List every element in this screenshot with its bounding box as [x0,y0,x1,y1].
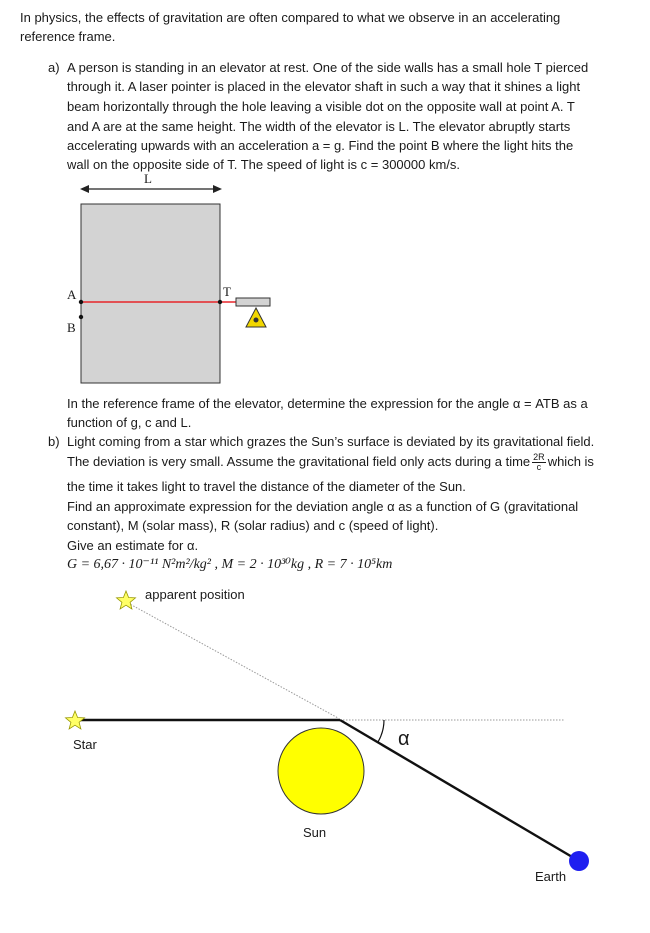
part-b-line-1: Light coming from a star which grazes the Sun’s surface is deviated by its gravitational field. [67,434,595,449]
earth-circle [569,851,589,871]
point-a-label: A [67,287,77,302]
apparent-star-icon [117,591,136,609]
intro-line-2: reference frame. [20,29,116,44]
star-icon [66,711,85,729]
part-a-question-line-2: function of g, c and L. [67,415,192,430]
part-b-line-2-post: which is [547,454,594,469]
constants-line: G = 6,67 · 10⁻¹¹ N²m²/kg² , M = 2 · 10³⁰kg , R = 7 · 10⁵km [67,557,393,572]
sun-label: Sun [303,825,327,840]
part-b-marker: b) [48,434,60,449]
part-b-line-5: constant), M (solar mass), R (solar radius) and c (speed of light). [67,518,439,533]
width-label: L [144,171,152,186]
part-a-line-4: and A are at the same height. The width of the elevator is L. The elevator abruptly starts [67,119,571,134]
part-b-line-3: the time it takes light to travel the distance of the diameter of the Sun. [67,479,466,494]
point-b-label: B [67,320,76,335]
part-b-line-4: Find an approximate expression for the deviation angle α as a function of G (gravitational [67,499,579,514]
apparent-ray [128,603,338,718]
part-a-line-2: through it. A laser pointer is placed in the elevator shaft in such a way that it shines a light [67,79,581,94]
fraction-denominator: c [536,462,542,473]
alpha-arc [378,720,384,742]
part-a-marker: a) [48,60,60,75]
part-b-line-2-pre: The deviation is very small. Assume the gravitational field only acts during a time [67,454,531,469]
sun-circle [278,728,364,814]
alpha-label: α [398,728,410,750]
deflected-ray [340,720,579,861]
star-label: Star [73,737,97,752]
part-a-line-3: beam horizontally through the hole leaving a visible dot on the opposite wall at point A. T [67,99,575,114]
part-a-line-5: accelerating upwards with an acceleration a = g. Find the point B where the light hits the [67,138,574,153]
part-a-question-line-1: In the reference frame of the elevator, determine the expression for the angle α = ATB as a [67,396,588,411]
part-b-line-6: Give an estimate for α. [67,538,199,553]
fraction-numerator: 2R [533,452,545,463]
part-a-line-1: A person is standing in an elevator at rest. One of the side walls has a small hole T pierced [67,60,589,75]
point-t-label: T [223,284,231,299]
intro-line-1: In physics, the effects of gravitation are often compared to what we observe in an accelerating [20,10,561,25]
earth-label: Earth [535,869,567,884]
part-a-line-6: wall on the opposite side of T. The speed of light is c = 300000 km/s. [67,157,461,172]
apparent-position-label: apparent position [145,587,245,602]
